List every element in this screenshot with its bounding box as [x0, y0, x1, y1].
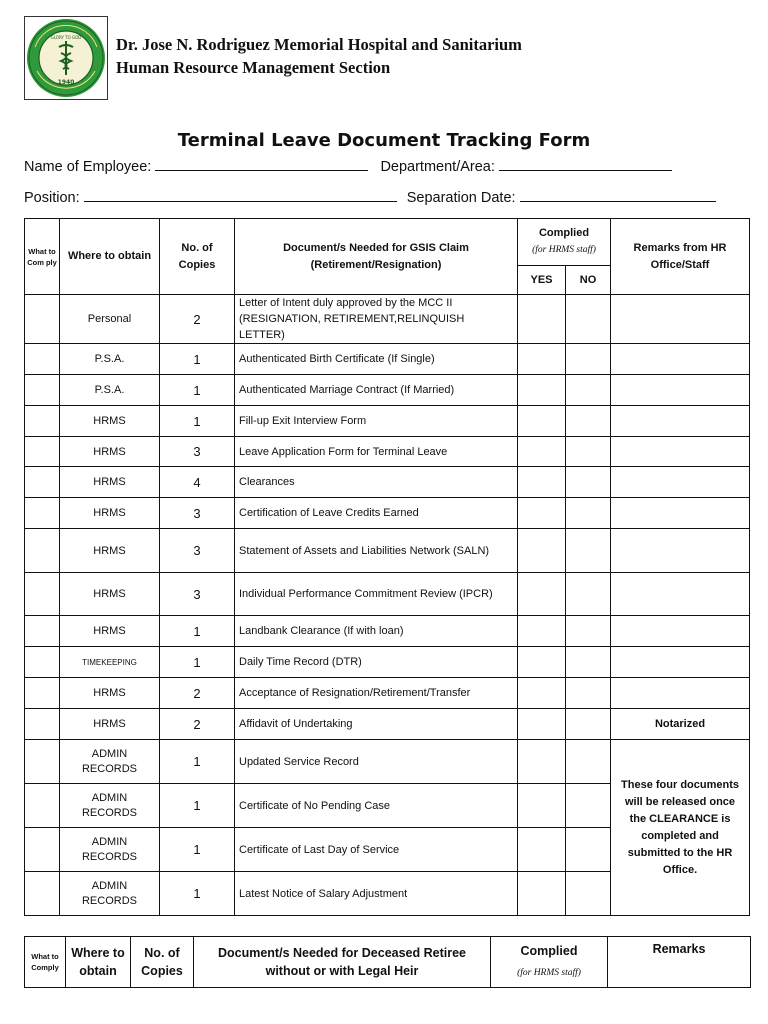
yes-cell[interactable] — [518, 467, 566, 498]
comply-checkbox[interactable] — [25, 295, 60, 344]
no-cell[interactable] — [566, 647, 611, 678]
complied-label: Complied — [520, 944, 578, 958]
header-what-to-comply: What to Com ply — [25, 219, 60, 295]
remark-cell — [611, 616, 750, 647]
yes-cell[interactable] — [518, 344, 566, 375]
department-field[interactable] — [499, 157, 672, 171]
hospital-seal-icon — [25, 17, 107, 99]
no-cell[interactable] — [566, 573, 611, 616]
yes-cell[interactable] — [518, 375, 566, 406]
copies-cell: 4 — [160, 467, 235, 498]
where-cell: HRMS — [60, 406, 160, 437]
remark-cell — [611, 647, 750, 678]
remark-cell: Notarized — [611, 709, 750, 740]
yes-cell[interactable] — [518, 784, 566, 828]
comply-checkbox[interactable] — [25, 647, 60, 678]
comply-checkbox[interactable] — [25, 616, 60, 647]
table-row — [25, 740, 750, 784]
no-cell[interactable] — [566, 678, 611, 709]
gsis-claim-table — [24, 218, 750, 916]
no-cell[interactable] — [566, 295, 611, 344]
no-cell[interactable] — [566, 529, 611, 573]
where-cell: HRMS — [60, 616, 160, 647]
remark-cell — [611, 437, 750, 467]
document-cell: Fill-up Exit Interview Form — [235, 406, 518, 437]
copies-cell: 3 — [160, 498, 235, 529]
header-documents-needed: Document/s Needed for Deceased Retiree without or with Legal Heir — [194, 937, 491, 988]
where-cell: TIMEKEEPING — [60, 647, 160, 678]
position-separation-line — [24, 188, 716, 206]
copies-cell: 2 — [160, 709, 235, 740]
employee-department-line — [24, 157, 672, 175]
where-cell: P.S.A. — [60, 344, 160, 375]
where-cell: HRMS — [60, 467, 160, 498]
no-cell[interactable] — [566, 872, 611, 916]
table-row — [25, 375, 750, 406]
where-cell: ADMIN RECORDS — [60, 828, 160, 872]
table-row — [25, 498, 750, 529]
employee-label: Name of Employee: — [24, 159, 152, 175]
table-row — [25, 406, 750, 437]
copies-cell: 1 — [160, 828, 235, 872]
where-cell: HRMS — [60, 529, 160, 573]
no-cell[interactable] — [566, 467, 611, 498]
yes-cell[interactable] — [518, 828, 566, 872]
where-cell: HRMS — [60, 709, 160, 740]
yes-cell[interactable] — [518, 529, 566, 573]
header-no-of-copies: No. of Copies — [131, 937, 194, 988]
document-cell: Updated Service Record — [235, 740, 518, 784]
copies-cell: 1 — [160, 344, 235, 375]
table-row — [25, 616, 750, 647]
copies-cell: 1 — [160, 872, 235, 916]
header-no: NO — [566, 266, 611, 295]
copies-cell: 1 — [160, 406, 235, 437]
copies-cell: 1 — [160, 740, 235, 784]
yes-cell[interactable] — [518, 498, 566, 529]
header-yes: YES — [518, 266, 566, 295]
comply-checkbox[interactable] — [25, 740, 60, 784]
comply-checkbox[interactable] — [25, 406, 60, 437]
copies-cell: 3 — [160, 529, 235, 573]
comply-checkbox[interactable] — [25, 467, 60, 498]
no-cell[interactable] — [566, 498, 611, 529]
no-cell[interactable] — [566, 616, 611, 647]
document-cell: Affidavit of Undertaking — [235, 709, 518, 740]
document-cell: Letter of Intent duly approved by the MCC II (RESIGNATION, RETIREMENT,RELINQUISH LETTER) — [235, 295, 518, 344]
merged-remark-cell: These four documents will be released once the CLEARANCE is completed and submitted to the HR Office. — [611, 740, 750, 916]
employee-name-field[interactable] — [155, 157, 368, 171]
hospital-header — [116, 33, 522, 79]
copies-cell: 1 — [160, 375, 235, 406]
document-cell: Clearances — [235, 467, 518, 498]
table-row — [25, 344, 750, 375]
header-complied — [491, 937, 608, 988]
copies-cell: 2 — [160, 678, 235, 709]
copies-cell: 3 — [160, 437, 235, 467]
where-cell: ADMIN RECORDS — [60, 784, 160, 828]
table-row — [25, 573, 750, 616]
document-cell: Authenticated Marriage Contract (If Married) — [235, 375, 518, 406]
header-remarks: Remarks — [608, 937, 751, 988]
header-where-to-obtain: Where to obtain — [66, 937, 131, 988]
yes-cell[interactable] — [518, 678, 566, 709]
no-cell[interactable] — [566, 437, 611, 467]
where-cell: HRMS — [60, 573, 160, 616]
yes-cell[interactable] — [518, 573, 566, 616]
where-cell: HRMS — [60, 498, 160, 529]
remark-cell — [611, 573, 750, 616]
remark-cell — [611, 529, 750, 573]
comply-checkbox[interactable] — [25, 498, 60, 529]
svg-text:GLORY TO GOD: GLORY TO GOD — [50, 35, 82, 40]
document-cell: Landbank Clearance (If with loan) — [235, 616, 518, 647]
department-label: Department/Area: — [380, 159, 495, 175]
yes-cell[interactable] — [518, 647, 566, 678]
no-cell[interactable] — [566, 406, 611, 437]
no-cell[interactable] — [566, 709, 611, 740]
remark-cell — [611, 375, 750, 406]
table-row — [25, 647, 750, 678]
yes-cell[interactable] — [518, 616, 566, 647]
table-row — [25, 295, 750, 344]
where-cell: HRMS — [60, 678, 160, 709]
complied-label: Complied — [538, 227, 590, 239]
copies-cell: 1 — [160, 784, 235, 828]
hospital-logo — [24, 16, 108, 100]
yes-cell[interactable] — [518, 437, 566, 467]
no-cell[interactable] — [566, 828, 611, 872]
comply-checkbox[interactable] — [25, 872, 60, 916]
form-title: Terminal Leave Document Tracking Form — [177, 130, 591, 151]
complied-note: (for HRMS staff) — [532, 245, 596, 255]
remark-cell — [611, 498, 750, 529]
separation-date-label: Separation Date: — [406, 190, 516, 206]
document-cell: Certification of Leave Credits Earned — [235, 498, 518, 529]
comply-checkbox[interactable] — [25, 709, 60, 740]
document-cell: Daily Time Record (DTR) — [235, 647, 518, 678]
position-label: Position: — [24, 190, 80, 206]
table-row — [25, 709, 750, 740]
document-cell: Statement of Assets and Liabilities Network (SALN) — [235, 529, 518, 573]
complied-note: (for HRMS staff) — [517, 968, 581, 978]
no-cell[interactable] — [566, 784, 611, 828]
table-row — [25, 529, 750, 573]
remark-cell — [611, 295, 750, 344]
table-row — [25, 437, 750, 467]
comply-checkbox[interactable] — [25, 529, 60, 573]
yes-cell[interactable] — [518, 740, 566, 784]
where-cell: P.S.A. — [60, 375, 160, 406]
remark-cell — [611, 344, 750, 375]
document-cell: Authenticated Birth Certificate (If Single) — [235, 344, 518, 375]
comply-checkbox[interactable] — [25, 784, 60, 828]
header-remarks: Remarks from HR Office/Staff — [611, 219, 750, 295]
document-cell: Certificate of No Pending Case — [235, 784, 518, 828]
yes-cell[interactable] — [518, 872, 566, 916]
copies-cell: 2 — [160, 295, 235, 344]
yes-cell[interactable] — [518, 295, 566, 344]
remark-cell — [611, 467, 750, 498]
document-cell: Acceptance of Resignation/Retirement/Transfer — [235, 678, 518, 709]
yes-cell[interactable] — [518, 709, 566, 740]
copies-cell: 1 — [160, 647, 235, 678]
remark-cell — [611, 406, 750, 437]
where-cell: ADMIN RECORDS — [60, 872, 160, 916]
comply-checkbox[interactable] — [25, 573, 60, 616]
comply-checkbox[interactable] — [25, 828, 60, 872]
position-field[interactable] — [84, 188, 397, 202]
comply-checkbox[interactable] — [25, 437, 60, 467]
document-cell: Leave Application Form for Terminal Leave — [235, 437, 518, 467]
separation-date-field[interactable] — [520, 188, 716, 202]
no-cell[interactable] — [566, 740, 611, 784]
comply-checkbox[interactable] — [25, 678, 60, 709]
deceased-retiree-table — [24, 936, 751, 988]
table-row — [25, 467, 750, 498]
copies-cell: 3 — [160, 573, 235, 616]
remark-cell — [611, 678, 750, 709]
table-row — [25, 678, 750, 709]
comply-checkbox[interactable] — [25, 344, 60, 375]
header-what-to-comply: What to Comply — [25, 937, 66, 988]
document-cell: Latest Notice of Salary Adjustment — [235, 872, 518, 916]
where-cell: Personal — [60, 295, 160, 344]
where-cell: HRMS — [60, 437, 160, 467]
header-where-to-obtain: Where to obtain — [60, 219, 160, 295]
yes-cell[interactable] — [518, 406, 566, 437]
no-cell[interactable] — [566, 344, 611, 375]
copies-cell: 1 — [160, 616, 235, 647]
hospital-name: Dr. Jose N. Rodriguez Memorial Hospital and Sanitarium — [116, 35, 522, 54]
svg-text:1940: 1940 — [57, 79, 75, 86]
no-cell[interactable] — [566, 375, 611, 406]
document-cell: Certificate of Last Day of Service — [235, 828, 518, 872]
header-no-of-copies: No. of Copies — [160, 219, 235, 295]
header-complied — [518, 219, 611, 266]
section-name: Human Resource Management Section — [116, 58, 391, 77]
where-cell: ADMIN RECORDS — [60, 740, 160, 784]
header-documents-needed: Document/s Needed for GSIS Claim (Retirement/Resignation) — [235, 219, 518, 295]
comply-checkbox[interactable] — [25, 375, 60, 406]
document-cell: Individual Performance Commitment Review (IPCR) — [235, 573, 518, 616]
